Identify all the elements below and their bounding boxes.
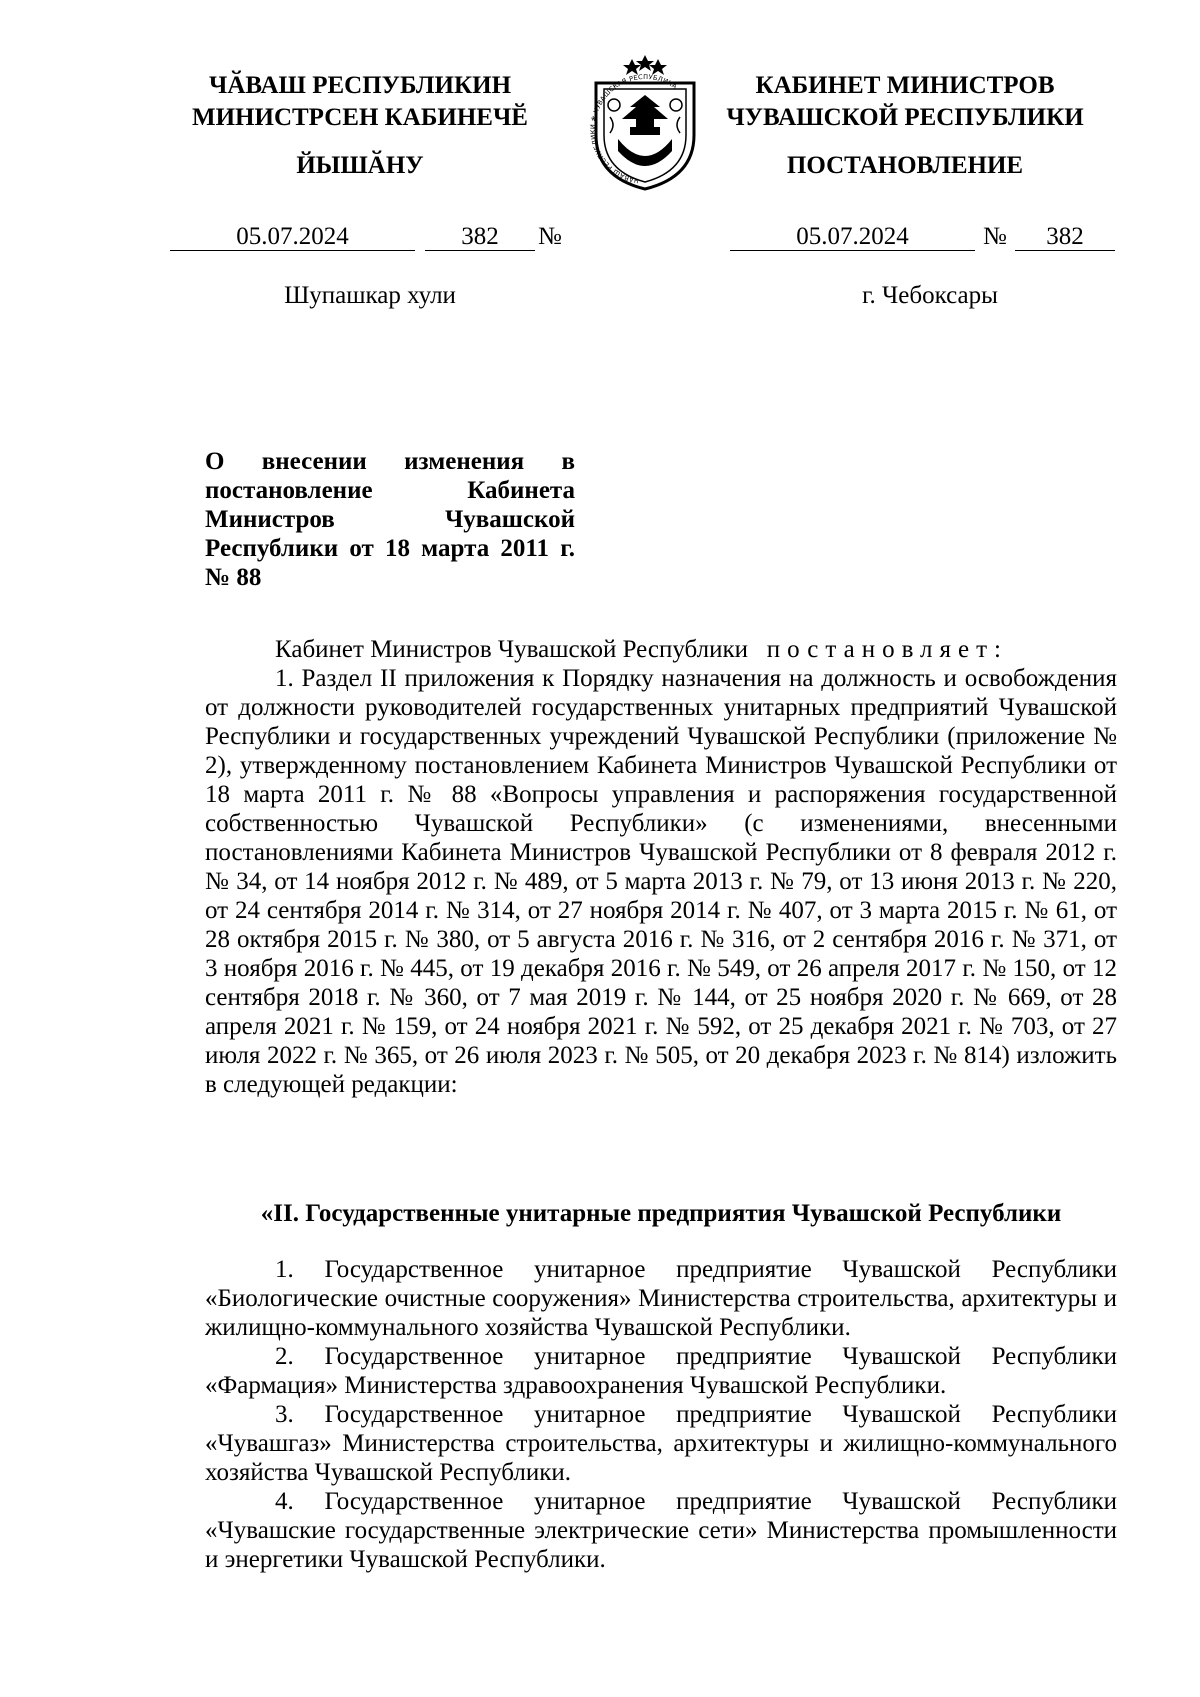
emblem-ring-text: ЧӐВАШ РЕСПУБЛИКИ ✻ ЧУВАШСКАЯ РЕСПУБЛИКА (588, 72, 679, 185)
left-number: 382 (425, 222, 535, 251)
preamble-action: постановляет: (766, 636, 1009, 663)
header-right-line2: ЧУВАШСКОЙ РЕСПУБЛИКИ (726, 104, 1084, 131)
list-item: 3. Государственное унитарное предприятие Чувашской Республики «Чувашгаз» Министерства строительства, архитектуры и жилищно-коммунального хозяйства Чувашской Республики. (205, 1401, 1117, 1486)
left-date: 05.07.2024 (170, 222, 415, 251)
coat-of-arms-icon (574, 55, 716, 195)
right-date: 05.07.2024 (730, 222, 975, 251)
left-number-sign: № (538, 223, 562, 250)
header-left-line1: ЧӐВАШ РЕСПУБЛИКИН (208, 72, 512, 99)
preamble-text: Кабинет Министров Чувашской Республики (275, 636, 749, 663)
coat-of-arms-emblem (574, 55, 716, 195)
right-city: г. Чебоксары (862, 282, 998, 309)
list-item: 4. Государственное унитарное предприятие Чувашской Республики «Чувашские государственные электрические сети» Министерства промышленности и энергетики Чувашской Республики. (205, 1488, 1117, 1573)
header-left-doc-type: ЙЫШӐНУ (296, 152, 424, 179)
point-1: 1. Раздел II приложения к Порядку назначения на должность и освобождения от должности руководителей государственных унитарных предприятий Чувашской Республики и государственных учреждений Чувашской Республики (приложение № 2), утвержденному постановлением Кабинета Министров Чувашской Республики от 18 марта 2011 г. № 88 «Вопросы управления и распоряжения государственной собственностью Чувашской Республики» (с изменениями, внесенными постановлениями Кабинета Министров Чувашской Республики от 8 февраля 2012 г. № 34, от 14 ноября 2012 г. № 489, от 5 марта 2013 г. № 79, от 13 июня 2013 г. № 220, от 24 сентября 2014 г. № 314, от 27 ноября 2014 г. № 407, от 3 марта 2015 г. № 61, от 28 октября 2015 г. № 380, от 5 августа 2016 г. № 316, от 2 сентября 2016 г. № 371, от 3 ноября 2016 г. № 445, от 19 декабря 2016 г. № 549, от 26 апреля 2017 г. № 150, от 12 сентября 2018 г. № 360, от 7 мая 2019 г. № 144, от 25 ноября 2020 г. № 669, от 28 апреля 2021 г. № 159, от 24 ноября 2021 г. № 592, от 25 декабря 2021 г. № 703, от 27 июля 2022 г. № 365, от 26 июля 2023 г. № 505, от 20 декабря 2023 г. № 814) изложить в следующей редакции: (205, 665, 1117, 1098)
header-left-line2: МИНИСТРСЕН КАБИНЕЧӖ (192, 104, 528, 131)
preamble (205, 635, 1117, 664)
left-number-line (170, 222, 590, 256)
list-item: 2. Государственное унитарное предприятие Чувашской Республики «Фармация» Министерства здравоохранения Чувашской Республики. (205, 1343, 1117, 1399)
document-subject: О внесении изменения в постановление Кабинета Министров Чувашской Республики от 18 марта 2011 г. № 88 (205, 448, 575, 591)
header-left-title (150, 70, 570, 134)
right-number-line (730, 222, 1150, 256)
list-item: 1. Государственное унитарное предприятие Чувашской Республики «Биологические очистные сооружения» Министерства строительства, архитектуры и жилищно-коммунального хозяйства Чувашской Республики. (205, 1256, 1117, 1341)
right-number-sign: № (983, 223, 1007, 250)
enterprise-list (205, 1255, 1117, 1574)
header-right-doc-type: ПОСТАНОВЛЕНИЕ (786, 152, 1024, 179)
right-number: 382 (1015, 222, 1115, 251)
header-right-title (675, 70, 1135, 134)
document-body (205, 635, 1117, 1099)
left-city: Шупашкар хули (284, 282, 456, 309)
section-title: «II. Государственные унитарные предприятия Чувашской Республики (260, 1200, 1062, 1227)
header-right-line1: КАБИНЕТ МИНИСТРОВ (755, 72, 1055, 99)
